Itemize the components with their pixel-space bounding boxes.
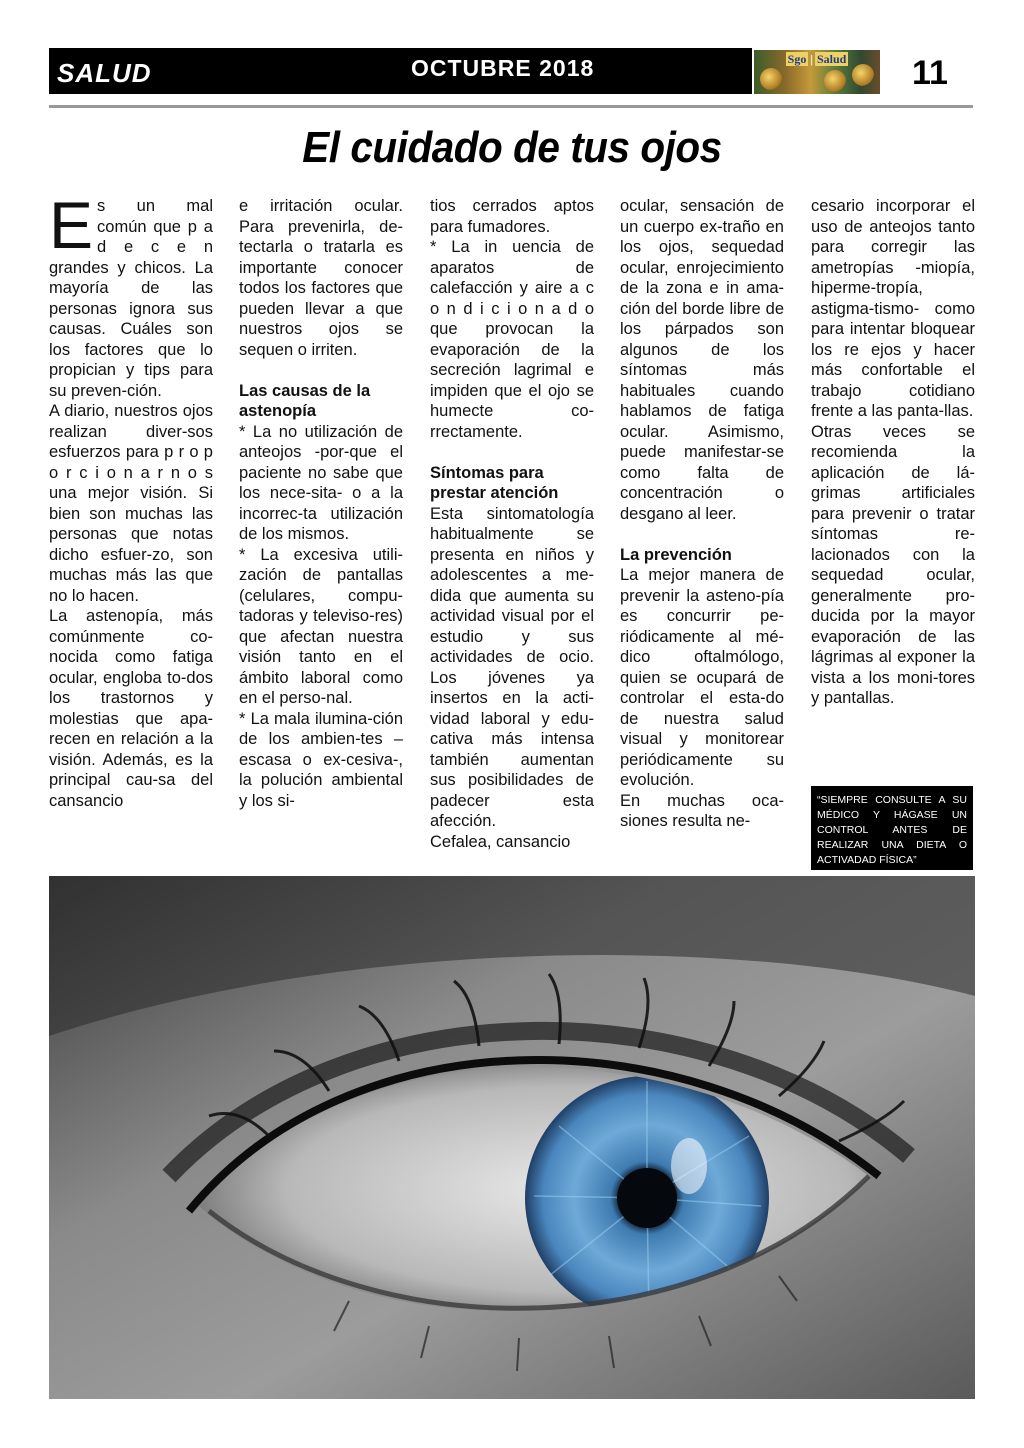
article-column-4 — [620, 196, 784, 832]
subheading-causes: Las causas de la astenopía — [239, 381, 371, 420]
list-item: * La excesiva utili-zación de pantallas (celulares, compu-tadoras y televiso-res) que afectan nuestra visión tanto en el ámbito laboral como en el perso-nal. — [239, 545, 403, 707]
article-paragraph: Esta sintomatología habitualmente se presenta en niños y adolescentes a me-dida que aumenta su actividad visual por el estudio y sus actividades de ocio. Los jóvenes ya insertos en la acti-vidad laboral y edu-cativa más intensa también aumentan sus posibilidades de padecer esta afección. — [430, 504, 594, 830]
article-column-2 — [239, 196, 403, 811]
article-paragraph: En muchas oca-siones resulta ne- — [620, 791, 784, 830]
health-notice-box: “SIEMPRE CONSULTE A SU MÉDICO Y HÁGASE UN CONTROL ANTES DE REALIZAR UNA DIETA O ACTIVADAD FÍSICA” — [811, 786, 973, 870]
intro-text: s un mal común que p a d e c e n grandes y chicos. La mayoría de las personas ignora sus causas. Cuáles son los factores que lo propician y tips para su preven-ción. — [49, 197, 213, 400]
article-column-5 — [811, 196, 975, 709]
sgo-salud-logo — [754, 50, 880, 94]
issue-date: OCTUBRE 2018 — [411, 55, 595, 81]
article-paragraph: ocular, sensación de un cuerpo ex-traño en los ojos, sequedad ocular, enrojecimiento de la zona e in ama-ción del borde libre de los párpados son algunos de los síntomas más habituales cuando hablamos de fatiga ocular. Asimismo, puede manifestar-se como falta de concentración o desgano al leer. — [620, 197, 784, 523]
logo-text: Sgo | Salud — [787, 52, 847, 66]
article-paragraph: e irritación ocular. Para prevenirla, de-tectarla o tratarla es importante conocer todos los factores que pueden llevar a que nuestros ojos se sequen o irriten. — [239, 197, 403, 359]
article-column-3 — [430, 196, 594, 852]
drop-cap: E — [49, 188, 94, 262]
article-column-1 — [49, 188, 213, 811]
article-paragraph: A diario, nuestros ojos realizan diver-sos esfuerzos para p r o p o r c i o n a r n o s una mejor visión. Si bien son muchas las personas que notas dicho esfuer-zo, son muchas más las que no lo hacen. — [49, 402, 213, 605]
article-paragraph: Otras veces se recomienda la aplicación de lá-grimas artificiales para prevenir o tratar síntomas re-lacionados con la sequedad ocular, generalmente pro-ducida por la mayor evaporación de las lágrimas al exponer la vista a los moni-tores y pantallas. — [811, 422, 975, 707]
article-title: El cuidado de tus ojos — [302, 123, 722, 172]
page-number: 11 — [912, 54, 948, 92]
article-paragraph: La mejor manera de prevenir la asteno-pía es concurrir pe-riódicamente al mé-dico oftalmólogo, quien se ocupará de controlar el esta-do de nuestra salud visual y monitorear periódicamente su evolución. — [620, 566, 784, 789]
article-paragraph: cesario incorporar el uso de anteojos tanto para corregir las ametropías -miopía, hiperme-tropía, astigma-tismo- como para intentar bloquear los re ejos y hacer más confortable el trabajo cotidiano frente a las panta-llas. — [811, 197, 975, 420]
article-paragraph: tios cerrados aptos para fumadores. — [430, 197, 594, 236]
list-item: * La no utilización de anteojos -por-que el paciente no sabe que los nece-sita- o a la incorrec-ta utilización de los mismos. — [239, 422, 403, 543]
eye-photo — [49, 876, 975, 1399]
article-paragraph: La astenopía, más comúnmente co-nocida como fatiga ocular, engloba to-dos los trastornos y molestias que apa-recen en relación a la visión. Además, es la principal cau-sa del cansancio — [49, 607, 213, 810]
list-item: * La in uencia de aparatos de calefacción y aire a c o n d i c i o n a d o que provocan la evaporación de la secreción lagrimal e impiden que el ojo se humecte co-rrectamente. — [430, 238, 594, 441]
list-item: * La mala ilumina-ción de los ambien-tes –escasa o ex-cesiva-, la polución ambiental y los si- — [239, 709, 403, 810]
subheading-symptoms: Síntomas para prestar atención — [430, 463, 559, 502]
article-paragraph — [49, 188, 213, 401]
header-bar — [49, 48, 752, 94]
article-paragraph: Cefalea, cansancio — [430, 832, 571, 851]
section-label: SALUD — [57, 58, 152, 88]
logo-text-left: Sgo — [787, 52, 807, 66]
subheading-prevention: La prevención — [620, 545, 732, 564]
logo-text-right: Salud — [816, 52, 847, 66]
header-rule — [49, 105, 973, 108]
